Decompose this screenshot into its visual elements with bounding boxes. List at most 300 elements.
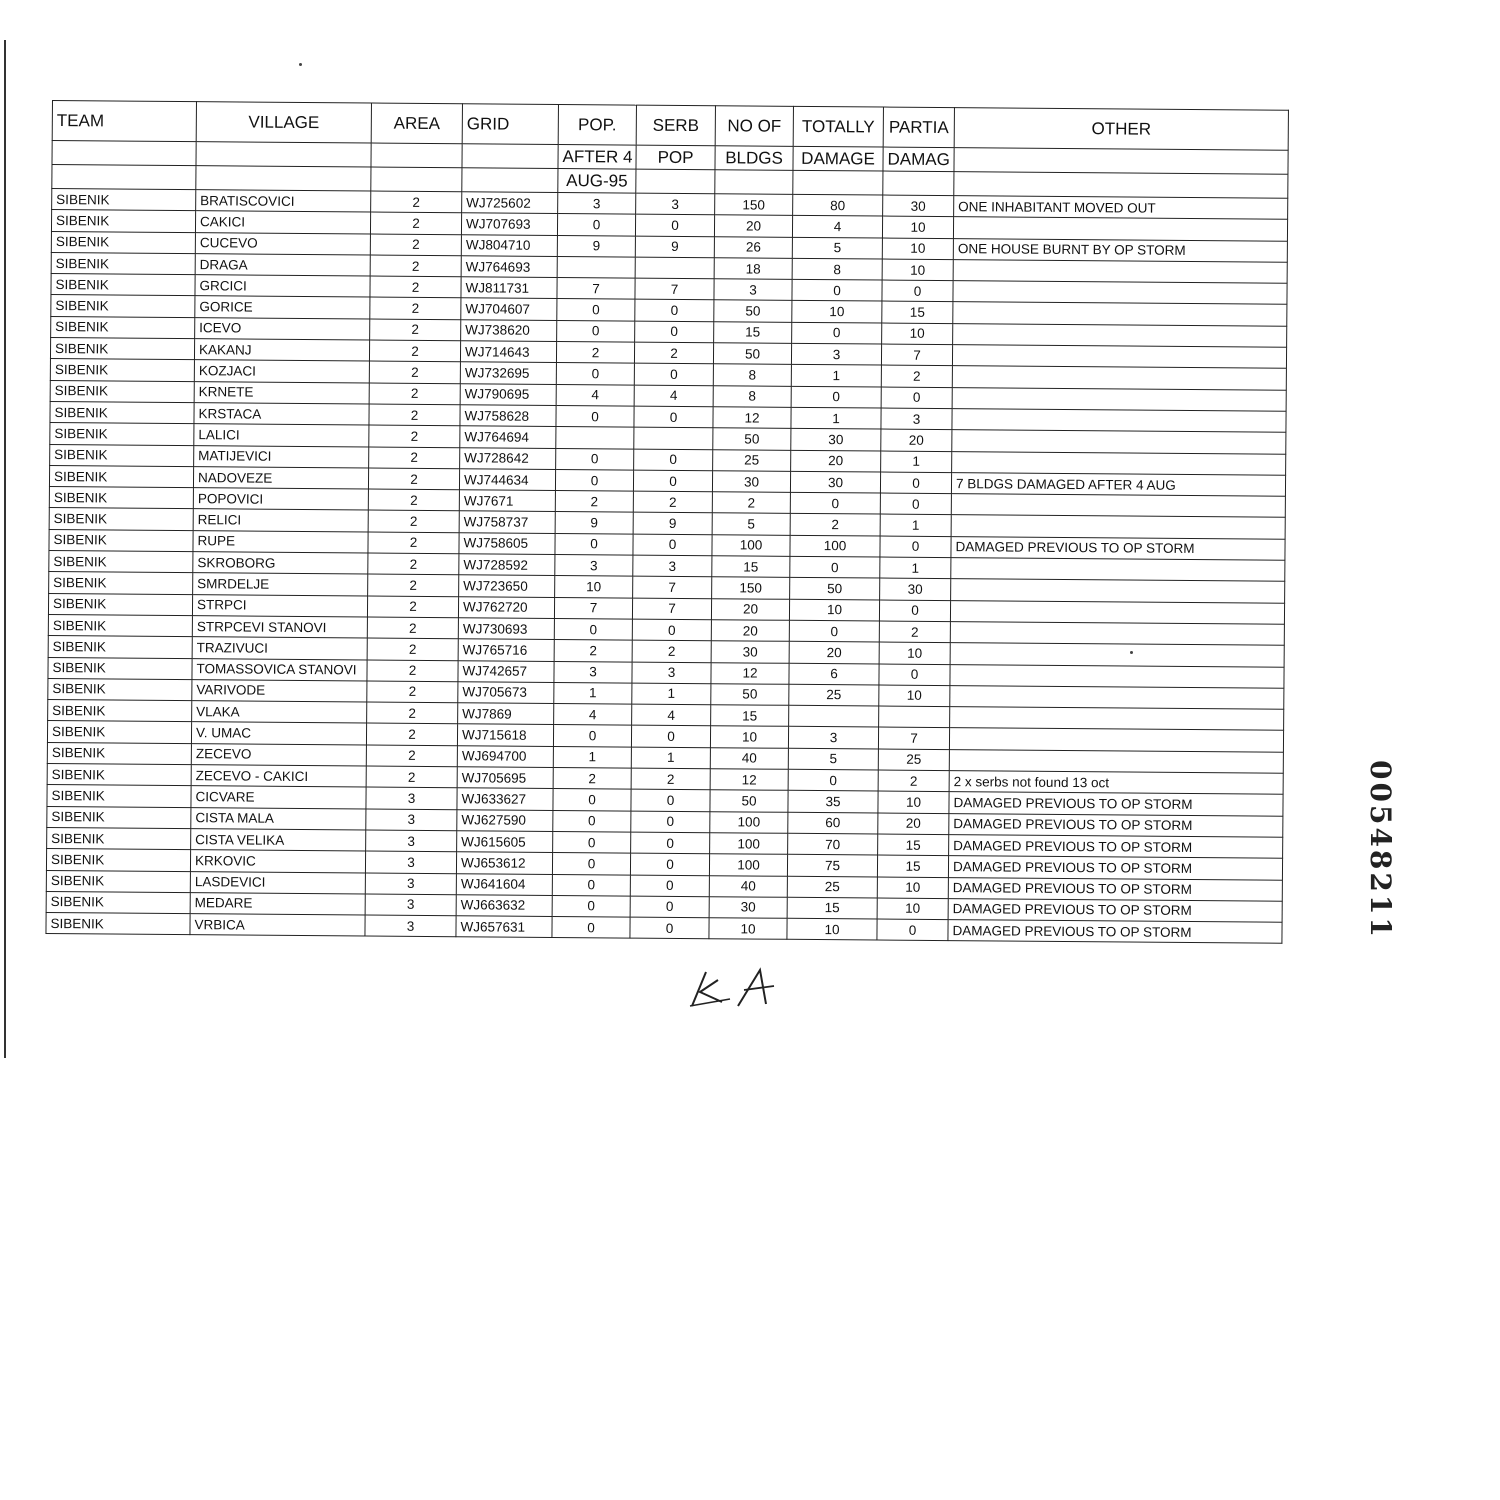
cell-team: SIBENIK	[48, 636, 192, 658]
cell-village: TOMASSOVICA STANOVI	[192, 658, 367, 681]
cell-other: DAMAGED PREVIOUS TO OP STORM	[949, 834, 1283, 858]
cell-totally-damaged: 1	[791, 365, 881, 387]
cell-area: 2	[366, 723, 457, 745]
cell-team: SIBENIK	[51, 210, 195, 232]
cell-grid: WJ704607	[461, 298, 557, 320]
document-number: 00548211	[1364, 760, 1397, 940]
cell-area: 2	[368, 510, 459, 532]
cell-partially-damaged: 10	[877, 898, 948, 920]
cell-village: CISTA VELIKA	[191, 829, 366, 852]
header-cell	[196, 166, 371, 191]
cell-grid: WJ705673	[458, 682, 554, 704]
cell-partially-damaged: 2	[878, 770, 949, 792]
cell-no-of-bldgs: 15	[714, 321, 792, 343]
cell-partially-damaged: 15	[878, 834, 949, 856]
cell-pop-after: 0	[556, 405, 634, 427]
cell-other: DAMAGED PREVIOUS TO OP STORM	[948, 877, 1282, 901]
header-cell	[52, 141, 196, 166]
cell-grid: WJ663632	[456, 894, 552, 916]
header-bldgs: NO OF	[715, 106, 793, 147]
cell-partially-damaged: 10	[879, 685, 950, 707]
cell-area: 2	[368, 468, 459, 490]
cell-area: 2	[370, 297, 461, 319]
cell-village: LALICI	[194, 424, 369, 447]
cell-village: MATIJEVICI	[194, 445, 369, 468]
cell-no-of-bldgs: 50	[710, 790, 788, 812]
cell-pop-after: 9	[555, 512, 633, 534]
cell-area: 2	[369, 425, 460, 447]
cell-totally-damaged: 2	[790, 514, 880, 536]
cell-partially-damaged: 20	[881, 429, 952, 451]
cell-village: KRSTACA	[194, 403, 369, 426]
cell-totally-damaged: 10	[792, 301, 882, 323]
cell-pop-after	[557, 256, 635, 278]
header-village: VILLAGE	[196, 102, 371, 143]
cell-other	[951, 558, 1285, 582]
cell-serb-pop: 0	[635, 300, 714, 322]
cell-serb-pop: 7	[632, 598, 711, 620]
cell-pop-after: 0	[552, 853, 630, 875]
cell-grid: WJ728592	[459, 554, 555, 576]
cell-partially-damaged: 10	[882, 238, 953, 260]
cell-team: SIBENIK	[47, 827, 191, 849]
cell-other: DAMAGED PREVIOUS TO OP STORM	[948, 898, 1282, 922]
cell-pop-after: 9	[557, 235, 635, 257]
cell-pop-after: 7	[554, 597, 632, 619]
cell-grid: WJ732695	[460, 362, 556, 384]
cell-partially-damaged: 0	[882, 280, 953, 302]
cell-partially-damaged: 30	[883, 195, 954, 217]
cell-village: MEDARE	[190, 892, 365, 915]
header-totally: TOTALLY	[793, 106, 883, 147]
cell-no-of-bldgs: 5	[712, 513, 790, 535]
cell-area: 2	[370, 276, 461, 298]
cell-team: SIBENIK	[46, 891, 190, 913]
cell-totally-damaged: 70	[788, 833, 878, 855]
cell-no-of-bldgs: 50	[711, 684, 789, 706]
cell-totally-damaged: 0	[789, 620, 879, 642]
cell-serb-pop: 0	[633, 470, 712, 492]
cell-totally-damaged: 10	[789, 599, 879, 621]
cell-village: SKROBORG	[193, 552, 368, 575]
cell-totally-damaged: 0	[788, 769, 878, 791]
cell-pop-after: 3	[555, 555, 633, 577]
cell-other: DAMAGED PREVIOUS TO OP STORM	[948, 856, 1282, 880]
cell-no-of-bldgs: 100	[710, 833, 788, 855]
cell-area: 2	[370, 319, 461, 341]
cell-grid: WJ725602	[462, 192, 558, 214]
cell-totally-damaged: 8	[792, 258, 882, 280]
cell-grid: WJ758628	[460, 405, 556, 427]
cell-other	[950, 664, 1284, 688]
cell-totally-damaged: 50	[790, 578, 880, 600]
cell-area: 2	[367, 617, 458, 639]
cell-partially-damaged: 0	[879, 664, 950, 686]
cell-serb-pop: 0	[630, 875, 709, 897]
cell-partially-damaged: 3	[881, 408, 952, 430]
cell-totally-damaged: 6	[789, 663, 879, 685]
cell-totally-damaged: 80	[793, 194, 883, 216]
cell-totally-damaged: 0	[791, 386, 881, 408]
cell-no-of-bldgs: 150	[712, 577, 790, 599]
cell-village: VARIVODE	[192, 679, 367, 702]
cell-other	[950, 622, 1284, 646]
cell-pop-after: 1	[554, 682, 632, 704]
table-body	[46, 101, 1289, 944]
cell-other	[951, 515, 1285, 539]
cell-pop-after: 0	[553, 725, 631, 747]
cell-pop-after: 0	[555, 533, 633, 555]
cell-serb-pop: 4	[634, 385, 713, 407]
cell-serb-pop: 1	[632, 683, 711, 705]
cell-pop-after: 0	[552, 874, 630, 896]
cell-village: CAKICI	[195, 211, 370, 234]
header-cell	[52, 165, 196, 190]
cell-team: SIBENIK	[51, 252, 195, 274]
cell-serb-pop: 0	[630, 853, 709, 875]
header-cell	[793, 170, 883, 195]
cell-grid: WJ811731	[461, 277, 557, 299]
cell-area: 2	[369, 404, 460, 426]
header-cell	[954, 148, 1288, 175]
cell-pop-after: 1	[553, 746, 631, 768]
cell-totally-damaged: 0	[790, 556, 880, 578]
cell-team: SIBENIK	[48, 657, 192, 679]
cell-village: STRPCI	[192, 594, 367, 617]
cell-other	[953, 302, 1287, 326]
cell-serb-pop: 9	[635, 236, 714, 258]
cell-village: ZECEVO - CAKICI	[191, 765, 366, 788]
cell-team: SIBENIK	[50, 423, 194, 445]
cell-no-of-bldgs: 8	[713, 364, 791, 386]
cell-team: SIBENIK	[51, 231, 195, 253]
cell-no-of-bldgs: 26	[714, 236, 792, 258]
cell-serb-pop: 0	[631, 789, 710, 811]
cell-partially-damaged: 2	[881, 365, 952, 387]
cell-grid: WJ730693	[458, 618, 554, 640]
cell-team: SIBENIK	[48, 593, 192, 615]
cell-serb-pop: 0	[633, 534, 712, 556]
cell-area: 2	[368, 553, 459, 575]
header-area: AREA	[371, 103, 462, 144]
header-cell	[715, 170, 793, 195]
header-cell	[196, 142, 371, 167]
cell-no-of-bldgs: 50	[713, 428, 791, 450]
cell-no-of-bldgs: 8	[713, 385, 791, 407]
cell-totally-damaged: 1	[791, 407, 881, 429]
cell-partially-damaged: 25	[878, 749, 949, 771]
cell-grid: WJ615605	[457, 831, 553, 853]
cell-area: 3	[366, 830, 457, 852]
cell-other	[950, 643, 1284, 667]
cell-no-of-bldgs: 20	[711, 598, 789, 620]
cell-other	[951, 494, 1285, 518]
cell-grid: WJ694700	[457, 745, 553, 767]
header-bldgs-line2: BLDGS	[715, 146, 793, 171]
cell-area: 2	[367, 660, 458, 682]
cell-area: 3	[365, 894, 456, 916]
cell-other	[949, 728, 1283, 752]
cell-serb-pop: 0	[631, 811, 710, 833]
cell-pop-after: 2	[556, 342, 634, 364]
cell-totally-damaged: 30	[790, 471, 880, 493]
cell-no-of-bldgs: 12	[711, 662, 789, 684]
cell-area: 2	[370, 255, 461, 277]
cell-grid: WJ765716	[458, 639, 554, 661]
cell-no-of-bldgs: 25	[713, 449, 791, 471]
cell-no-of-bldgs: 40	[710, 747, 788, 769]
cell-other: DAMAGED PREVIOUS TO OP STORM	[949, 792, 1283, 816]
cell-serb-pop: 3	[633, 555, 712, 577]
cell-other: DAMAGED PREVIOUS TO OP STORM	[948, 920, 1282, 944]
cell-village: KRNETE	[194, 381, 369, 404]
cell-village: KRKOVIC	[190, 850, 365, 873]
cell-serb-pop: 2	[633, 491, 712, 513]
cell-pop-after: 2	[555, 491, 633, 513]
cell-serb-pop: 0	[634, 449, 713, 471]
cell-pop-after: 0	[556, 363, 634, 385]
cell-team: SIBENIK	[47, 742, 191, 764]
cell-team: SIBENIK	[47, 806, 191, 828]
cell-no-of-bldgs: 18	[714, 258, 792, 280]
cell-no-of-bldgs: 30	[712, 471, 790, 493]
village-damage-table	[45, 100, 1289, 944]
header-pop-line3: AUG-95	[558, 168, 636, 193]
cell-partially-damaged: 15	[877, 855, 948, 877]
cell-pop-after: 0	[556, 448, 634, 470]
cell-pop-after: 0	[553, 810, 631, 832]
cell-other	[950, 685, 1284, 709]
cell-totally-damaged: 60	[788, 812, 878, 834]
cell-totally-damaged: 0	[790, 492, 880, 514]
cell-no-of-bldgs: 100	[712, 534, 790, 556]
cell-pop-after: 2	[554, 640, 632, 662]
scan-speck	[299, 63, 302, 66]
cell-village: TRAZIVUCI	[192, 637, 367, 660]
cell-other	[953, 259, 1287, 283]
cell-partially-damaged: 20	[878, 813, 949, 835]
cell-no-of-bldgs: 12	[710, 769, 788, 791]
cell-serb-pop	[635, 257, 714, 279]
cell-serb-pop	[634, 427, 713, 449]
cell-grid: WJ641604	[456, 873, 552, 895]
cell-no-of-bldgs: 20	[714, 215, 792, 237]
cell-village: ZECEVO	[191, 743, 366, 766]
cell-partially-damaged: 0	[881, 387, 952, 409]
cell-area: 2	[370, 234, 461, 256]
cell-serb-pop: 3	[636, 193, 715, 215]
cell-other	[951, 579, 1285, 603]
cell-grid: WJ627590	[457, 809, 553, 831]
cell-team: SIBENIK	[50, 338, 194, 360]
cell-pop-after: 0	[557, 320, 635, 342]
cell-team: SIBENIK	[52, 189, 196, 211]
cell-totally-damaged: 4	[792, 216, 882, 238]
cell-pop-after: 0	[553, 831, 631, 853]
cell-grid: WJ7869	[458, 703, 554, 725]
cell-serb-pop: 0	[630, 917, 709, 939]
cell-totally-damaged: 0	[792, 322, 882, 344]
cell-no-of-bldgs: 30	[711, 641, 789, 663]
header-serb-line2: POP	[636, 145, 715, 170]
header-other: OTHER	[954, 108, 1288, 151]
cell-pop-after: 0	[553, 789, 631, 811]
cell-partially-damaged: 15	[882, 302, 953, 324]
cell-grid: WJ764694	[460, 426, 556, 448]
cell-no-of-bldgs: 12	[713, 407, 791, 429]
cell-no-of-bldgs: 15	[712, 556, 790, 578]
cell-no-of-bldgs: 2	[712, 492, 790, 514]
cell-team: SIBENIK	[48, 614, 192, 636]
cell-partially-damaged: 0	[880, 472, 951, 494]
cell-pop-after: 0	[557, 299, 635, 321]
cell-grid: WJ7671	[459, 490, 555, 512]
cell-team: SIBENIK	[49, 572, 193, 594]
cell-other	[952, 409, 1286, 433]
cell-grid: WJ744634	[459, 469, 555, 491]
cell-no-of-bldgs: 10	[710, 726, 788, 748]
cell-area: 2	[368, 489, 459, 511]
cell-area: 2	[367, 702, 458, 724]
cell-team: SIBENIK	[49, 508, 193, 530]
cell-totally-damaged: 25	[787, 876, 877, 898]
cell-totally-damaged: 25	[789, 684, 879, 706]
cell-serb-pop: 4	[632, 704, 711, 726]
header-grid: GRID	[462, 104, 558, 145]
cell-team: SIBENIK	[51, 274, 195, 296]
cell-partially-damaged: 1	[880, 557, 951, 579]
cell-no-of-bldgs: 100	[709, 854, 787, 876]
cell-partially-damaged: 0	[877, 919, 948, 941]
cell-grid: WJ742657	[458, 660, 554, 682]
cell-team: SIBENIK	[50, 444, 194, 466]
cell-other	[949, 749, 1283, 773]
cell-totally-damaged	[789, 705, 879, 727]
cell-totally-damaged: 20	[791, 450, 881, 472]
cell-area: 2	[371, 191, 462, 213]
cell-serb-pop: 2	[632, 640, 711, 662]
header-team: TEAM	[52, 101, 196, 142]
cell-area: 3	[365, 872, 456, 894]
cell-village: RELICI	[193, 509, 368, 532]
cell-serb-pop: 0	[634, 363, 713, 385]
cell-village: GORICE	[195, 296, 370, 319]
cell-other	[952, 366, 1286, 390]
cell-grid: WJ705695	[457, 767, 553, 789]
cell-totally-damaged: 10	[787, 918, 877, 940]
cell-team: SIBENIK	[51, 295, 195, 317]
cell-totally-damaged: 15	[787, 897, 877, 919]
cell-team: SIBENIK	[50, 359, 194, 381]
cell-village: DRAGA	[195, 254, 370, 277]
cell-partially-damaged: 1	[881, 451, 952, 473]
cell-team: SIBENIK	[49, 529, 193, 551]
header-partial: PARTIA	[883, 107, 954, 148]
cell-area: 2	[366, 745, 457, 767]
header-pop-line2: AFTER 4	[558, 144, 636, 169]
header-cell	[954, 172, 1288, 199]
header-pop: POP.	[558, 104, 636, 145]
cell-village: V. UMAC	[191, 722, 366, 745]
cell-other	[952, 430, 1286, 454]
cell-pop-after: 0	[555, 469, 633, 491]
cell-other	[952, 387, 1286, 411]
cell-totally-damaged: 3	[788, 727, 878, 749]
cell-serb-pop: 2	[634, 342, 713, 364]
cell-village: KOZJACI	[194, 360, 369, 383]
cell-pop-after: 0	[554, 618, 632, 640]
cell-team: SIBENIK	[48, 678, 192, 700]
cell-other	[953, 217, 1287, 241]
cell-team: SIBENIK	[50, 380, 194, 402]
cell-no-of-bldgs: 3	[714, 279, 792, 301]
cell-serb-pop: 1	[631, 747, 710, 769]
cell-partially-damaged: 10	[877, 877, 948, 899]
cell-grid: WJ707693	[461, 213, 557, 235]
cell-serb-pop: 9	[633, 513, 712, 535]
cell-totally-damaged: 75	[787, 855, 877, 877]
cell-team: SIBENIK	[46, 913, 190, 935]
cell-other: ONE HOUSE BURNT BY OP STORM	[953, 238, 1287, 262]
cell-grid: WJ758605	[459, 532, 555, 554]
cell-village: NADOVEZE	[193, 466, 368, 489]
cell-grid: WJ633627	[457, 788, 553, 810]
cell-grid: WJ762720	[458, 596, 554, 618]
cell-team: SIBENIK	[49, 465, 193, 487]
cell-area: 2	[368, 574, 459, 596]
cell-other	[953, 281, 1287, 305]
cell-pop-after: 4	[556, 384, 634, 406]
cell-partially-damaged: 10	[882, 259, 953, 281]
cell-team: SIBENIK	[46, 849, 190, 871]
cell-other: 2 x serbs not found 13 oct	[949, 771, 1283, 795]
cell-other	[952, 451, 1286, 475]
cell-pop-after: 7	[557, 278, 635, 300]
cell-grid: WJ715618	[457, 724, 553, 746]
cell-grid: WJ728642	[460, 447, 556, 469]
cell-serb-pop: 0	[631, 832, 710, 854]
cell-partially-damaged	[879, 706, 950, 728]
cell-serb-pop: 0	[635, 321, 714, 343]
cell-village: LASDEVICI	[190, 871, 365, 894]
header-partial-line2: DAMAG	[883, 147, 954, 172]
cell-serb-pop: 3	[632, 662, 711, 684]
cell-area: 2	[369, 340, 460, 362]
cell-village: KAKANJ	[194, 339, 369, 362]
cell-village: STRPCEVI STANOVI	[192, 616, 367, 639]
cell-no-of-bldgs: 20	[711, 620, 789, 642]
cell-partially-damaged: 1	[880, 514, 951, 536]
cell-other	[950, 600, 1284, 624]
cell-grid: WJ653612	[456, 852, 552, 874]
cell-grid: WJ738620	[461, 319, 557, 341]
cell-other	[950, 707, 1284, 731]
header-cell	[371, 143, 462, 168]
left-margin-line	[4, 40, 6, 1058]
cell-area: 2	[366, 766, 457, 788]
cell-no-of-bldgs: 50	[713, 343, 791, 365]
cell-serb-pop: 0	[634, 406, 713, 428]
cell-partially-damaged: 10	[878, 791, 949, 813]
cell-serb-pop: 0	[631, 725, 710, 747]
cell-village: CICVARE	[191, 786, 366, 809]
cell-village: BRATISCOVICI	[196, 190, 371, 213]
cell-team: SIBENIK	[47, 785, 191, 807]
cell-grid: WJ723650	[459, 575, 555, 597]
cell-area: 2	[369, 447, 460, 469]
header-cell	[371, 167, 462, 192]
cell-team: SIBENIK	[46, 870, 190, 892]
